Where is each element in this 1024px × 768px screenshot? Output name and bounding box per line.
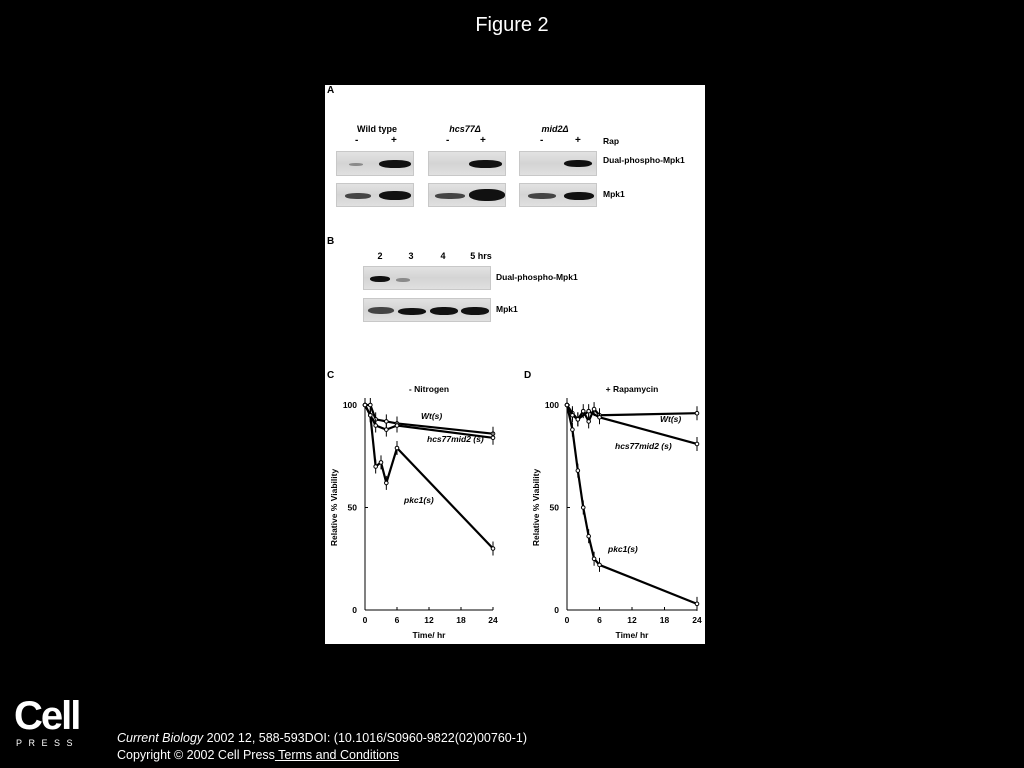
chart-c-data-point [395, 446, 399, 450]
chart-d-data-point [695, 411, 699, 415]
terms-and-conditions-link[interactable]: Terms and Conditions [274, 748, 400, 762]
plus-sign: + [575, 135, 581, 146]
strain-label-hcs77: hcs77Δ [449, 124, 481, 134]
chart-d-title: + Rapamycin [605, 384, 659, 394]
strain-label-wildtype: Wild type [357, 124, 397, 134]
minus-sign: - [355, 135, 359, 146]
chart-c-y-axis-label: Relative % Viability [329, 468, 339, 547]
chart-c-x-tick-label: 0 [362, 615, 368, 625]
chart-c-x-tick-label: 18 [456, 615, 466, 625]
chart-d-data-point [571, 413, 575, 417]
chart-d-x-axis-label: Time/ hr [615, 630, 649, 640]
chart-c-data-point [379, 461, 383, 465]
copyright-text: Copyright © 2002 Cell Press [117, 748, 275, 762]
chart-d-series-label: hcs77mid2 (s) [615, 441, 672, 451]
chart-d-x-tick-label: 0 [564, 615, 570, 625]
chart-c-data-point [385, 481, 389, 485]
timepoint-label: 5 hrs [470, 251, 492, 261]
chart-c-data-point [374, 424, 378, 428]
chart-c-data-point [363, 403, 367, 407]
chart-d-data-point [565, 403, 569, 407]
rap-label: Rap [603, 136, 620, 146]
chart-d-series-label: Wt(s) [660, 414, 682, 424]
chart-c-data-point [491, 436, 495, 440]
chart-c-y-tick-label: 100 [342, 400, 357, 410]
plus-sign: + [480, 135, 486, 146]
row-label-mpk1: Mpk1 [496, 304, 518, 314]
plus-sign: + [391, 135, 397, 146]
timepoint-label: 3 [408, 251, 414, 261]
press-logo-word: PRESS [16, 738, 80, 748]
chart-d-data-point [598, 563, 602, 567]
footer [0, 694, 1024, 768]
slide-title: Figure 2 [475, 14, 549, 36]
chart-d-panel-letter: D [524, 370, 532, 381]
chart-d-y-tick-label: 50 [549, 502, 559, 513]
chart-d-data-point [581, 409, 585, 413]
chart-c-y-tick-label: 50 [347, 502, 357, 513]
chart-c-data-point [385, 428, 389, 432]
chart-d-data-point [587, 534, 591, 538]
chart-d-y-tick-label: 100 [544, 400, 559, 410]
figure-panel [325, 85, 705, 644]
cell-press-logo [14, 694, 86, 750]
chart-c-data-point [491, 547, 495, 551]
panel-a-letter: A [327, 85, 335, 96]
minus-sign: - [540, 135, 544, 146]
chart-c-panel-letter: C [327, 370, 335, 381]
chart-d-series-line [567, 405, 697, 604]
chart-c-title: - Nitrogen [408, 384, 450, 394]
chart-c-data-point [395, 424, 399, 428]
chart-d-series-label: pkc1(s) [608, 544, 638, 554]
chart-c-data-point [369, 403, 373, 407]
chart-c-data-point [374, 465, 378, 469]
viability-charts [325, 85, 705, 644]
chart-c-series-label: hcs77mid2 (s) [427, 434, 484, 444]
chart-d-y-tick-label: 0 [554, 605, 559, 615]
chart-c-series-label: Wt(s) [421, 411, 443, 421]
panel-b-letter: B [327, 236, 335, 247]
copyright [117, 748, 399, 762]
chart-d-data-point [598, 416, 602, 420]
chart-c-x-axis-label: Time/ hr [412, 630, 446, 640]
chart-d-data-point [695, 442, 699, 446]
chart-d-data-point [592, 557, 596, 561]
journal-name: Current Biology [117, 731, 204, 745]
chart-d-data-point [592, 407, 596, 411]
row-label-dual-phospho: Dual-phospho-Mpk1 [603, 155, 685, 165]
chart-d-data-point [576, 418, 580, 422]
chart-d-data-point [695, 602, 699, 606]
chart-c-y-tick-label: 0 [352, 605, 357, 615]
chart-d-data-point [576, 469, 580, 473]
cell-logo-word: Cell [14, 694, 80, 738]
chart-c-x-tick-label: 24 [488, 615, 498, 625]
chart-d-x-tick-label: 24 [692, 615, 702, 625]
chart-d-x-tick-label: 6 [597, 615, 602, 625]
chart-d-data-point [571, 428, 575, 432]
chart-c-data-point [369, 413, 373, 417]
citation-details: 2002 12, 588-593DOI: (10.1016/S0960-9822(02)00760-1) [203, 731, 528, 745]
chart-d-data-point [581, 506, 585, 510]
citation [117, 731, 527, 745]
timepoint-label: 2 [377, 251, 383, 261]
chart-c-x-tick-label: 12 [424, 615, 434, 625]
chart-c-x-tick-label: 6 [394, 615, 400, 625]
chart-d-x-tick-label: 12 [627, 615, 637, 625]
timepoint-label: 4 [440, 251, 446, 261]
chart-c-series-label: pkc1(s) [404, 495, 434, 505]
chart-d-y-axis-label: Relative % Viability [531, 468, 541, 547]
chart-d-x-tick-label: 18 [659, 615, 670, 625]
row-label-dual-phospho: Dual-phospho-Mpk1 [496, 272, 578, 282]
chart-d-data-point [587, 409, 591, 413]
strain-label-mid2: mid2Δ [541, 124, 569, 134]
chart-d-data-point [587, 420, 591, 424]
minus-sign: - [446, 135, 450, 146]
row-label-mpk1: Mpk1 [603, 189, 625, 199]
